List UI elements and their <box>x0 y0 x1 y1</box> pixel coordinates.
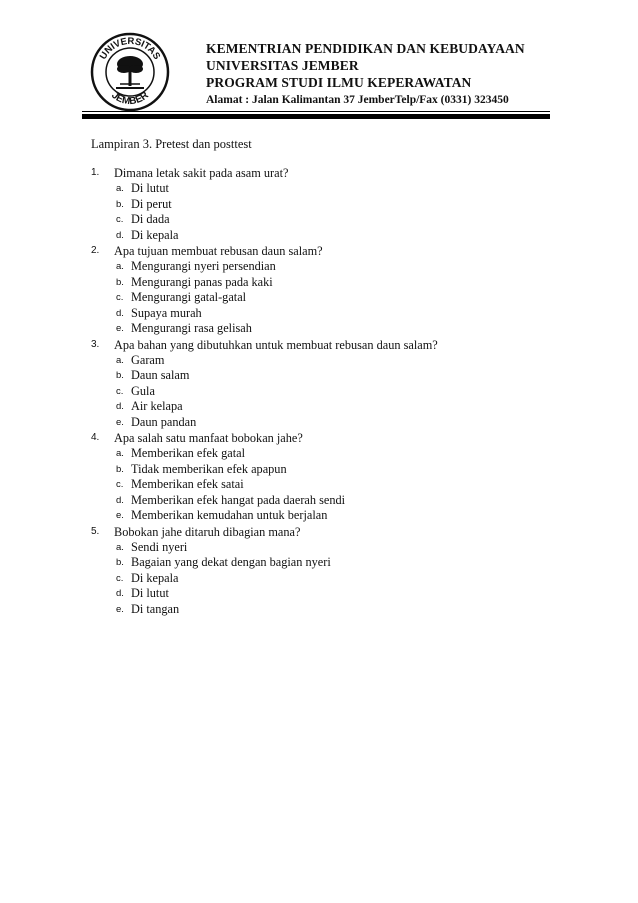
ministry-name: KEMENTRIAN PENDIDIKAN DAN KEBUDAYAAN <box>206 41 525 56</box>
option-text: Memberikan efek satai <box>131 477 244 491</box>
option-letter: c. <box>116 479 124 490</box>
answer-option <box>91 212 561 228</box>
option-letter: a. <box>116 261 124 272</box>
question-number: 1. <box>91 167 100 178</box>
answer-option <box>91 353 561 369</box>
university-name: UNIVERSITAS JEMBER <box>206 58 359 73</box>
option-text: Supaya murah <box>131 305 202 320</box>
question-number: 3. <box>91 338 100 350</box>
option-text: Sendi nyeri <box>131 539 188 554</box>
answer-option <box>91 415 561 431</box>
answer-option <box>91 399 561 415</box>
answer-option <box>91 290 561 306</box>
option-text: Daun salam <box>131 368 190 382</box>
question-5 <box>91 524 561 618</box>
option-text: Mengurangi panas pada kaki <box>131 274 273 289</box>
question-text: Apa salah satu manfaat bobokan jahe? <box>114 431 303 445</box>
option-text: Di lutut <box>131 181 169 195</box>
svg-text:JEMBER <box>109 89 151 107</box>
option-text: Di dada <box>131 212 170 226</box>
address: Alamat : Jalan Kalimantan 37 JemberTelp/Fax (0331) 323450 <box>206 94 509 106</box>
option-text: Di perut <box>131 196 172 211</box>
option-letter: b. <box>116 463 124 475</box>
option-letter: a. <box>116 541 124 553</box>
question-1 <box>91 165 561 243</box>
option-text: Daun pandan <box>131 414 197 429</box>
question-3 <box>91 337 561 431</box>
option-text: Di lutut <box>131 586 169 600</box>
option-letter: d. <box>116 494 124 506</box>
option-text: Mengurangi rasa gelisah <box>131 321 252 335</box>
question-text: Dimana letak sakit pada asam urat? <box>114 166 289 180</box>
answer-option <box>91 228 561 244</box>
answer-option <box>91 493 561 509</box>
answer-option <box>91 462 561 478</box>
option-letter: c. <box>116 385 124 397</box>
answer-option <box>91 602 561 618</box>
program-name: PROGRAM STUDI ILMU KEPERAWATAN <box>206 75 472 90</box>
question-list <box>91 165 561 617</box>
university-logo <box>90 32 170 112</box>
answer-option <box>91 275 561 291</box>
option-text: Di tangan <box>131 601 180 616</box>
option-letter: d. <box>116 401 124 412</box>
option-letter: e. <box>116 510 124 521</box>
option-text: Memberikan efek hangat pada daerah sendi <box>131 492 346 507</box>
question-4 <box>91 430 561 524</box>
logo-text-bottom: JEMBER <box>109 89 151 108</box>
option-letter: e. <box>116 603 124 615</box>
option-text: Mengurangi nyeri persendian <box>131 259 276 273</box>
option-text: Gula <box>131 383 155 398</box>
answer-option <box>91 586 561 602</box>
option-letter: d. <box>116 307 124 319</box>
answer-option <box>91 259 561 275</box>
answer-option <box>91 384 561 400</box>
question-number: 4. <box>91 432 100 443</box>
answer-option <box>91 321 561 337</box>
question-text: Apa bahan yang dibutuhkan untuk membuat rebusan daun salam? <box>114 337 438 352</box>
option-text: Di kepala <box>131 227 179 242</box>
option-letter: e. <box>116 323 124 334</box>
header-divider-thin <box>82 111 550 112</box>
question-text: Apa tujuan membuat rebusan daun salam? <box>114 244 323 258</box>
option-letter: b. <box>116 370 124 381</box>
logo-text-top: UNIVERSITAS <box>97 35 163 62</box>
answer-option <box>91 306 561 322</box>
answer-option <box>91 508 561 524</box>
option-letter: e. <box>116 416 124 428</box>
question-2 <box>91 243 561 337</box>
option-text: Air kelapa <box>131 399 183 413</box>
option-letter: a. <box>116 448 124 459</box>
option-letter: b. <box>116 557 124 568</box>
answer-option <box>91 477 561 493</box>
answer-option <box>91 197 561 213</box>
question-number: 5. <box>91 525 100 537</box>
option-letter: b. <box>116 198 124 210</box>
answer-option <box>91 446 561 462</box>
answer-option <box>91 181 561 197</box>
option-letter: a. <box>116 183 124 194</box>
option-letter: c. <box>116 572 124 584</box>
option-text: Tidak memberikan efek apapun <box>131 461 287 476</box>
option-text: Mengurangi gatal-gatal <box>131 290 247 304</box>
tree-emblem-icon <box>116 56 144 88</box>
option-text: Di kepala <box>131 570 179 585</box>
option-letter: c. <box>116 292 124 303</box>
question-number: 2. <box>91 245 100 256</box>
answer-option <box>91 540 561 556</box>
option-text: Memberikan kemudahan untuk berjalan <box>131 508 328 522</box>
option-text: Garam <box>131 352 165 367</box>
option-letter: d. <box>116 229 124 241</box>
option-text: Memberikan efek gatal <box>131 446 246 460</box>
answer-option <box>91 368 561 384</box>
option-letter: b. <box>116 276 124 288</box>
option-letter: a. <box>116 354 124 366</box>
question-text: Bobokan jahe ditaruh dibagian mana? <box>114 524 301 539</box>
option-letter: d. <box>116 588 124 599</box>
answer-option <box>91 555 561 571</box>
option-letter: c. <box>116 214 124 225</box>
option-text: Bagaian yang dekat dengan bagian nyeri <box>131 555 331 569</box>
document-title: Lampiran 3. Pretest dan posttest <box>91 137 252 151</box>
header-divider-thick <box>82 114 550 119</box>
letterhead <box>206 40 525 108</box>
answer-option <box>91 571 561 587</box>
